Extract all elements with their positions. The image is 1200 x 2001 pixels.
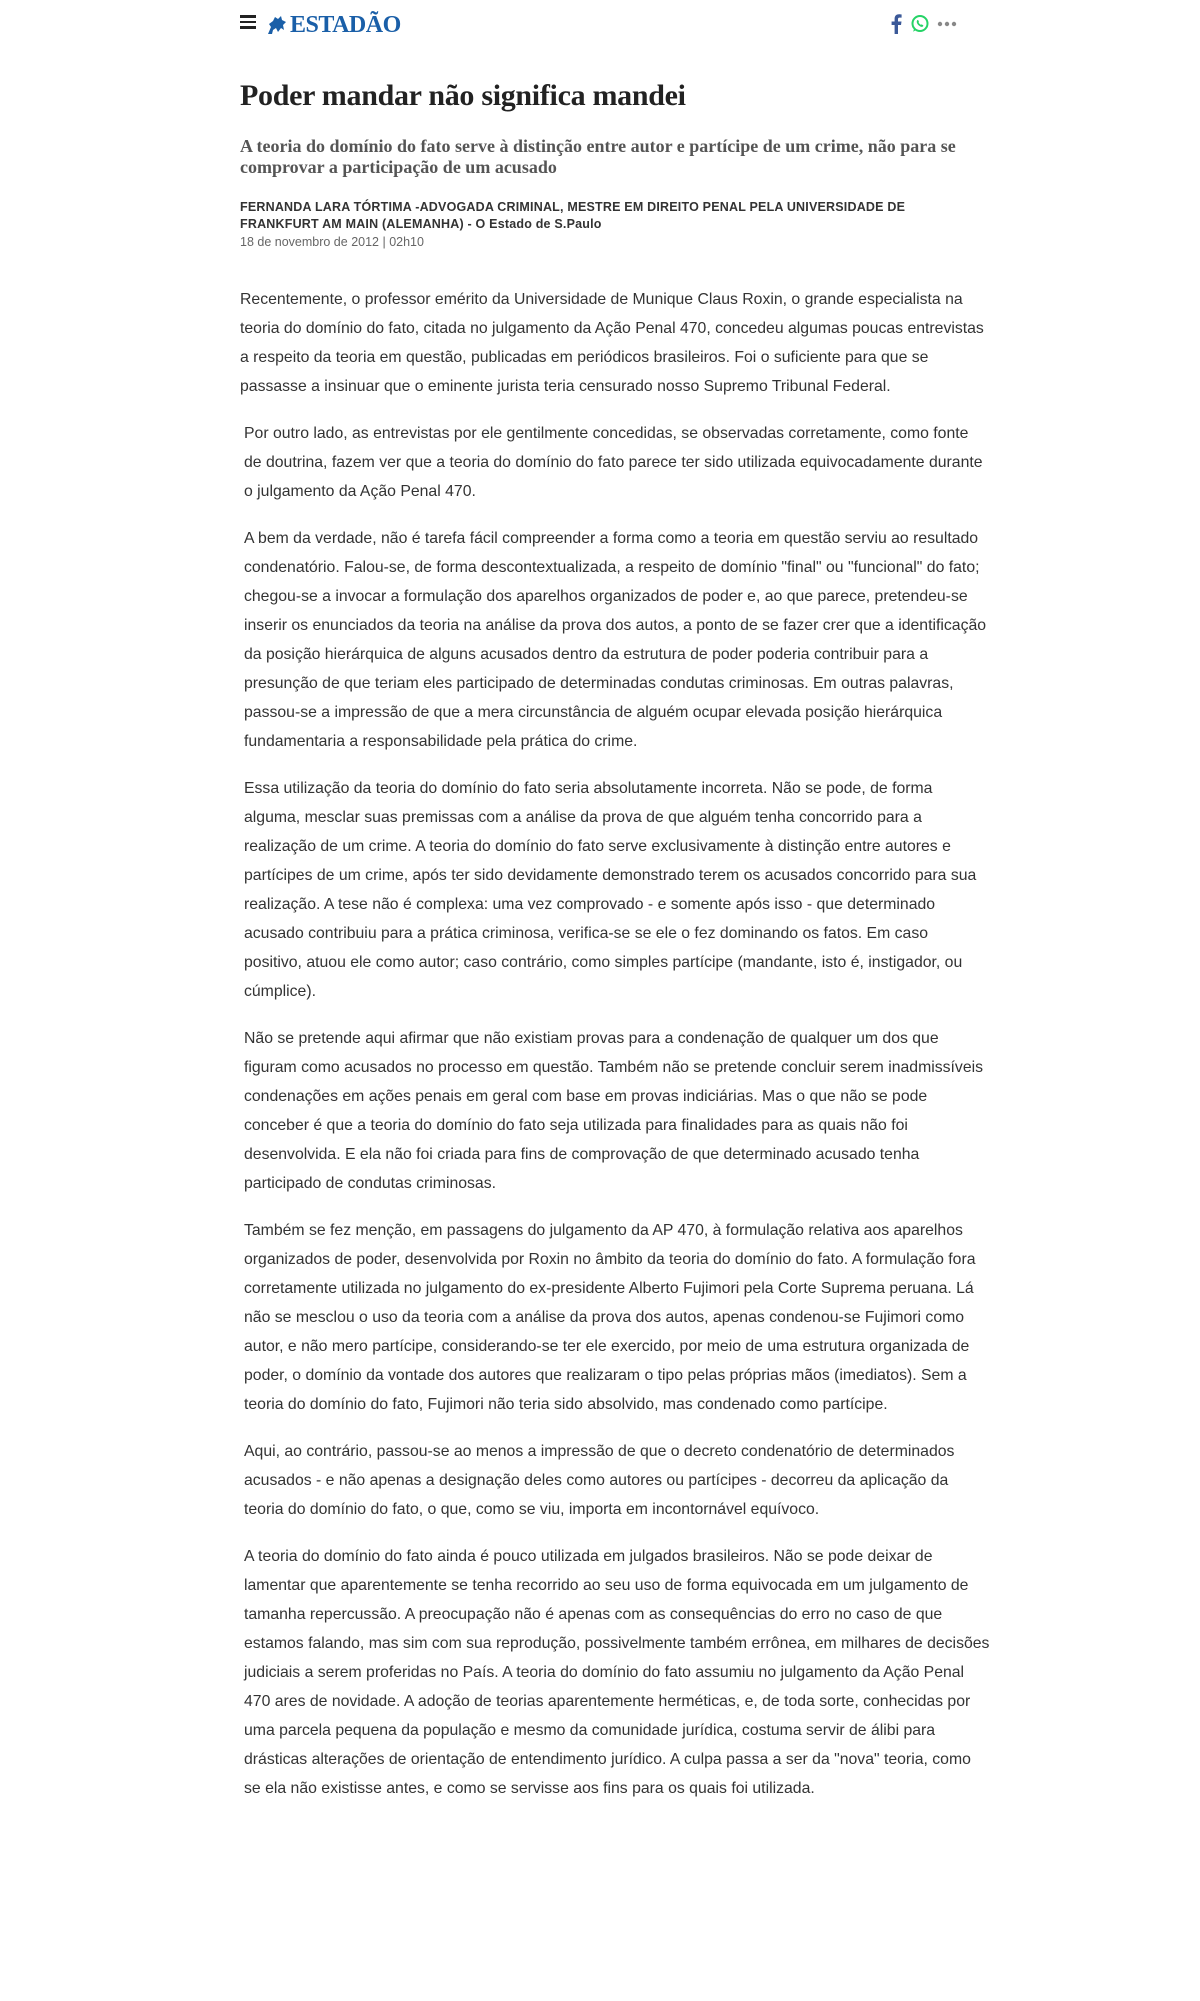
whatsapp-share-button[interactable] <box>910 13 930 35</box>
article-subtitle: A teoria do domínio do fato serve à distinção entre autor e partícipe de um crime, não para se comprovar a participação de um acusado <box>240 136 956 177</box>
facebook-icon <box>890 14 902 34</box>
facebook-share-button[interactable] <box>890 13 902 35</box>
site-logo[interactable] <box>265 10 401 40</box>
article-paragraph: Não se pretende aqui afirmar que não existiam provas para a condenação de qualquer um dos que figuram como acusados no processo em questão. Também não se pretende concluir serem inadmissíveis condenações em ações penais em geral com base em provas indiciárias. Mas o que não se pode conceber é que a teoria do domínio do fato seja utilizada para finalidades para as quais não foi desenvolvida. E ela não foi criada para fins de comprovação de que determinado acusado tenha participado de condutas criminosas. <box>244 1030 984 1192</box>
article-title: Poder mandar não significa mandei <box>240 79 686 112</box>
article-paragraph: Aqui, ao contrário, passou-se ao menos a impressão de que o decreto condenatório de determinados acusados - e não apenas a designação deles como autores ou partícipes - decorreu da aplicação da teoria do domínio do fato, o que, como se viu, importa em incontornável equívoco. <box>244 1443 955 1518</box>
estadao-horse-icon <box>265 13 289 37</box>
article-paragraph: Recentemente, o professor emérito da Universidade de Munique Claus Roxin, o grande especialista na teoria do domínio do fato, citada no julgamento da Ação Penal 470, concedeu algumas poucas entrevistas a respeito da teoria em questão, publicadas em periódicos brasileiros. Foi o suficiente para que se passasse a insinuar que o eminente jurista teria censurado nosso Supremo Tribunal Federal. <box>240 291 984 395</box>
whatsapp-icon <box>910 14 930 34</box>
article <box>240 76 990 1803</box>
article-byline: FERNANDA LARA TÓRTIMA -ADVOGADA CRIMINAL, MESTRE EM DIREITO PENAL PELA UNIVERSIDADE DE FRANKFURT AM MAIN (ALEMANHA) - O Estado de S.Paulo <box>240 200 906 231</box>
logo-text: ESTADÃO <box>290 12 401 38</box>
article-paragraph: Por outro lado, as entrevistas por ele gentilmente concedidas, se observadas corretamente, como fonte de doutrina, fazem ver que a teoria do domínio do fato parece ter sido utilizada equivocadamente durante o julgamento da Ação Penal 470. <box>244 425 983 500</box>
article-paragraph: Também se fez menção, em passagens do julgamento da AP 470, à formulação relativa aos aparelhos organizados de poder, desenvolvida por Roxin no âmbito da teoria do domínio do fato. A formulação fora corretamente utilizada no julgamento do ex-presidente Alberto Fujimori pela Corte Suprema peruana. Lá não se mesclou o uso da teoria com a análise da prova dos autos, apenas condenou-se Fujimori como autor, e não mero partícipe, considerando-se ter ele exercido, por meio de uma estrutura organizada de poder, o domínio da vontade dos autores que realizaram o tipo pelas próprias mãos (imediatos). Sem a teoria do domínio do fato, Fujimori não teria sido absolvido, mas condenado como partícipe. <box>244 1222 976 1413</box>
article-body <box>240 285 990 1803</box>
article-date: 18 de novembro de 2012 | 02h10 <box>240 235 424 249</box>
more-share-button[interactable] <box>937 13 957 35</box>
hamburger-menu-icon[interactable] <box>240 15 256 31</box>
article-paragraph: A teoria do domínio do fato ainda é pouco utilizada em julgados brasileiros. Não se pode deixar de lamentar que aparentemente se tenha recorrido ao seu uso de forma equivocada em um julgamento de tamanha repercussão. A preocupação não é apenas com as consequências do erro no caso de que estamos falando, mas sim com sua reprodução, possivelmente também errônea, em milhares de decisões judiciais a serem proferidas no País. A teoria do domínio do fato assumiu no julgamento da Ação Penal 470 ares de novidade. A adoção de teorias aparentemente herméticas, e, de toda sorte, conhecidas por uma parcela pequena da população e mesmo da comunidade jurídica, costuma servir de álibi para drásticas alterações de orientação de entendimento jurídico. A culpa passa a ser da "nova" teoria, como se ela não existisse antes, e como se servisse aos fins para os quais foi utilizada. <box>244 1548 990 1797</box>
more-dots-icon <box>937 21 957 27</box>
site-header <box>0 0 1200 50</box>
article-paragraph: Essa utilização da teoria do domínio do fato seria absolutamente incorreta. Não se pode, de forma alguma, mesclar suas premissas com a análise da prova de que alguém tenha concorrido para a realização de um crime. A teoria do domínio do fato serve exclusivamente à distinção entre autores e partícipes de um crime, após ter sido devidamente demonstrado terem os acusados concorrido para sua realização. A tese não é complexa: uma vez comprovado - e somente após isso - que determinado acusado contribuiu para a prática criminosa, verifica-se se ele o fez dominando os fatos. Em caso positivo, atuou ele como autor; caso contrário, como simples partícipe (mandante, isto é, instigador, ou cúmplice). <box>244 780 977 1000</box>
article-paragraph: A bem da verdade, não é tarefa fácil compreender a forma como a teoria em questão serviu ao resultado condenatório. Falou-se, de forma descontextualizada, a respeito de domínio "final" ou "funcional" do fato; chegou-se a invocar a formulação dos aparelhos organizados de poder e, ao que parece, pretendeu-se inserir os enunciados da teoria na análise da prova dos autos, a ponto de se fazer crer que a identificação da posição hierárquica de alguns acusados dentro da estrutura de poder poderia contribuir para a presunção de que teriam eles participado de determinadas condutas criminosas. Em outras palavras, passou-se a impressão de que a mera circunstância de alguém ocupar elevada posição hierárquica fundamentaria a responsabilidade pela prática do crime. <box>244 530 987 750</box>
